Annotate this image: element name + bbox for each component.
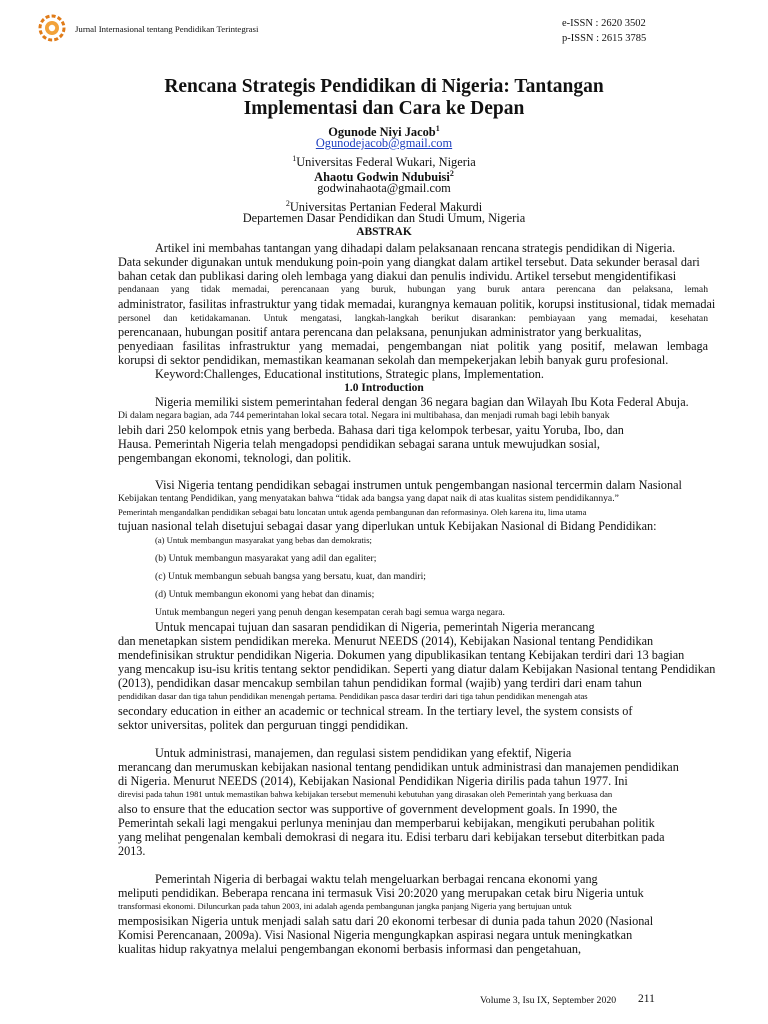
keywords: Keyword:Challenges, Educational institutions, Strategic plans, Implementation. bbox=[155, 367, 544, 381]
author-2-email: godwinahaota@gmail.com bbox=[317, 181, 451, 195]
abstract-line: pendanaan yang tidak memadai, perencanaan yang buruk, hubungan yang buruk antara perencana dan pelaksana, lemah bbox=[118, 284, 708, 295]
paragraph-line: dan menetapkan sistem pendidikan mereka. Menurut NEEDS (2014), Kebijakan Nasional tentang Pendidikan bbox=[118, 634, 654, 648]
paragraph-line: direvisi pada tahun 1981 untuk memastikan bahwa kebijakan tersebut memenuhi kebutuhan yang dirasakan oleh Pemerintah yang berkuasa dan bbox=[118, 789, 613, 799]
journal-name: Jurnal Internasional tentang Pendidikan Terintegrasi bbox=[75, 24, 259, 34]
paragraph-line: mendefinisikan struktur pendidikan Nigeria. Dokumen yang dipublikasikan tentang Kebijakan terdiri dari 13 bagian bbox=[118, 648, 685, 662]
section-heading: 1.0 Introduction bbox=[344, 382, 424, 394]
p-issn: p-ISSN : 2615 3785 bbox=[562, 33, 647, 44]
vision-line: tujuan nasional telah disetujui sebagai dasar yang diperlukan untuk Kebijakan Nasional di Bidang Pendidikan: bbox=[118, 519, 657, 533]
abstract-line: penyediaan fasilitas infrastruktur yang memadai, pengembangan niat politik yang positif, melawan lembaga bbox=[118, 339, 708, 353]
paragraph-line: 2013. bbox=[118, 844, 146, 858]
paragraph-line: merancang dan merumuskan kebijakan nasional tentang pendidikan untuk administrasi dan manajemen pendidikan bbox=[118, 760, 679, 774]
abstract-line: Data sekunder digunakan untuk mendukung poin-poin yang diangkat dalam artikel tersebut. Data sekunder berasal dari bbox=[118, 255, 700, 269]
paragraph-line: yang melihat pengenalan kembali demokrasi di negara itu. Edisi terbaru dari kebijakan tersebut diterbitkan pada bbox=[118, 830, 665, 844]
goal-item: (c) Untuk membangun sebuah bangsa yang bersatu, kuat, dan mandiri; bbox=[155, 571, 426, 582]
goal-item: Untuk membangun negeri yang penuh dengan kesempatan cerah bagi semua warga negara. bbox=[155, 607, 505, 618]
intro-line: Hausa. Pemerintah Nigeria telah mengadopsi pendidikan sebagai sarana untuk mewujudkan sosial, bbox=[118, 437, 600, 451]
paper-title-line-2: Implementasi dan Cara ke Depan bbox=[243, 98, 525, 119]
paragraph-line: Komisi Perencanaan, 2009a). Visi Nasional Nigeria mengungkapkan aspirasi negara untuk meningkatkan bbox=[118, 928, 633, 942]
intro-line: Di dalam negara bagian, ada 744 pemerintahan lokal secara total. Negara ini multibahasa, dan menjadi rumah bagi lebih banyak bbox=[118, 410, 610, 421]
goal-item: (b) Untuk membangun masyarakat yang adil dan egaliter; bbox=[155, 553, 377, 564]
paragraph-line: yang mencakup isu-isu kritis tentang sektor pendidikan. Seperti yang diatur dalam Kebijakan Nasional tentang Pendidikan bbox=[118, 662, 716, 676]
paper-title-line-1: Rencana Strategis Pendidikan di Nigeria: Tantangan bbox=[164, 76, 604, 97]
vision-line: Kebijakan tentang Pendidikan, yang menyatakan bahwa “tidak ada bangsa yang dapat naik di atas kualitas sistem pendidikannya.” bbox=[118, 493, 619, 504]
goal-item: (d) Untuk membangun ekonomi yang hebat dan dinamis; bbox=[155, 589, 375, 600]
abstract-line: korupsi di sektor pendidikan, memastikan keamanan sekolah dan mempekerjakan lebih banyak guru profesional. bbox=[118, 353, 669, 367]
paragraph-line: kualitas hidup rakyatnya melalui pengembangan ekonomi berbasis informasi dan pengetahuan, bbox=[118, 942, 581, 956]
vision-line: Pemerintah mengandalkan pendidikan sebagai batu loncatan untuk agenda pembangunan dan reformasinya. Oleh karena itu, lima utama bbox=[118, 507, 587, 517]
author-2: Ahaotu Godwin Ndubuisi$^2$ bbox=[314, 169, 454, 185]
author-2-affiliation: $^2$Universitas Pertanian Federal Makurdi bbox=[285, 199, 483, 215]
page-number: 211 bbox=[638, 993, 655, 1005]
abstract-line: administrator, fasilitas infrastruktur yang tidak memadai, kurangnya kemauan politik, korupsi institusional, tidak memadai bbox=[118, 297, 716, 311]
author-1-email-row bbox=[0, 136, 768, 151]
abstract-line: perencanaan, hubungan positif antara perencana dan pelaksana, penunjukan administrator yang berkualitas, bbox=[118, 325, 642, 339]
paragraph-line: secondary education in either an academic or technical stream. In the tertiary level, the system consists of bbox=[118, 704, 633, 718]
intro-line: lebih dari 250 kelompok etnis yang berbeda. Bahasa dari tiga kelompok terbesar, yaitu Yoruba, Ibo, dan bbox=[118, 423, 624, 437]
abstract-line: personel dan ketidakamanan. Untuk mengatasi, langkah-langkah berikut disarankan: pembiayaan yang memadai, kesehatan bbox=[118, 313, 708, 324]
author-1: Ogunode Niyi Jacob$^1$ bbox=[328, 124, 440, 140]
paragraph-line: Untuk administrasi, manajemen, dan regulasi sistem pendidikan yang efektif, Nigeria bbox=[155, 746, 572, 760]
paragraph-line: Pemerintah Nigeria di berbagai waktu telah mengeluarkan berbagai rencana ekonomi yang bbox=[155, 872, 598, 886]
vision-line: Visi Nigeria tentang pendidikan sebagai instrumen untuk pengembangan nasional tercermin dalam Nasional bbox=[155, 478, 682, 492]
abstract-heading: ABSTRAK bbox=[356, 226, 412, 238]
goal-item: (a) Untuk membangun masyarakat yang bebas dan demokratis; bbox=[155, 535, 372, 545]
abstract-line: bahan cetak dan publikasi daring oleh lembaga yang diakui dan penulis individu. Artikel tersebut mengidentifikasi bbox=[118, 269, 677, 283]
paragraph-line: also to ensure that the education sector was supportive of government development goals. In 1990, the bbox=[118, 802, 618, 816]
paragraph-line: di Nigeria. Menurut NEEDS (2014), Kebijakan Nasional Pendidikan Nigeria dirilis pada tahun 1977. Ini bbox=[118, 774, 628, 788]
author-1-email-link[interactable]: Ogunodejacob@gmail.com bbox=[315, 136, 453, 150]
intro-line: Nigeria memiliki sistem pemerintahan federal dengan 36 negara bagian dan Wilayah Ibu Kota Federal Abuja. bbox=[155, 395, 689, 409]
paragraph-line: pendidikan dasar dan tiga tahun pendidikan menengah pertama. Pendidikan pasca dasar terdiri dari tiga tahun pendidikan menengah atas bbox=[118, 691, 588, 701]
intro-line: pengembangan ekonomi, teknologi, dan politik. bbox=[118, 451, 352, 465]
paragraph-line: Untuk mencapai tujuan dan sasaran pendidikan di Nigeria, pemerintah Nigeria merancang bbox=[155, 620, 595, 634]
paragraph-line: Pemerintah sekali lagi mengakui perlunya meninjau dan memperbarui kebijakan, mengikuti perubahan politik bbox=[118, 816, 655, 830]
paragraph-line: memposisikan Nigeria untuk menjadi salah satu dari 20 ekonomi terbesar di dunia pada tahun 2020 (Nasional bbox=[118, 914, 654, 928]
paragraph-line: (2013), pendidikan dasar mencakup sembilan tahun pendidikan formal (wajib) yang terdiri dari enam tahun bbox=[118, 676, 642, 690]
journal-logo-icon bbox=[38, 14, 66, 42]
author-1-affiliation: $^1$Universitas Federal Wukari, Nigeria bbox=[292, 154, 476, 170]
department: Departemen Dasar Pendidikan dan Studi Umum, Nigeria bbox=[242, 211, 526, 225]
paragraph-line: sektor universitas, politek dan perguruan tinggi pendidikan. bbox=[118, 718, 409, 732]
paragraph-line: meliputi pendidikan. Beberapa rencana ini termasuk Visi 20:2020 yang merupakan cetak biru Nigeria untuk bbox=[118, 886, 644, 900]
footer-volume: Volume 3, Isu IX, September 2020 bbox=[480, 995, 617, 1006]
e-issn: e-ISSN : 2620 3502 bbox=[562, 18, 646, 29]
abstract-line: Artikel ini membahas tantangan yang dihadapi dalam pelaksanaan rencana strategis pendidikan di Nigeria. bbox=[155, 241, 676, 255]
paragraph-line: transformasi ekonomi. Diluncurkan pada tahun 2003, ini adalah agenda pembangunan jangka panjang Nigeria yang bertujuan untuk bbox=[118, 901, 572, 911]
